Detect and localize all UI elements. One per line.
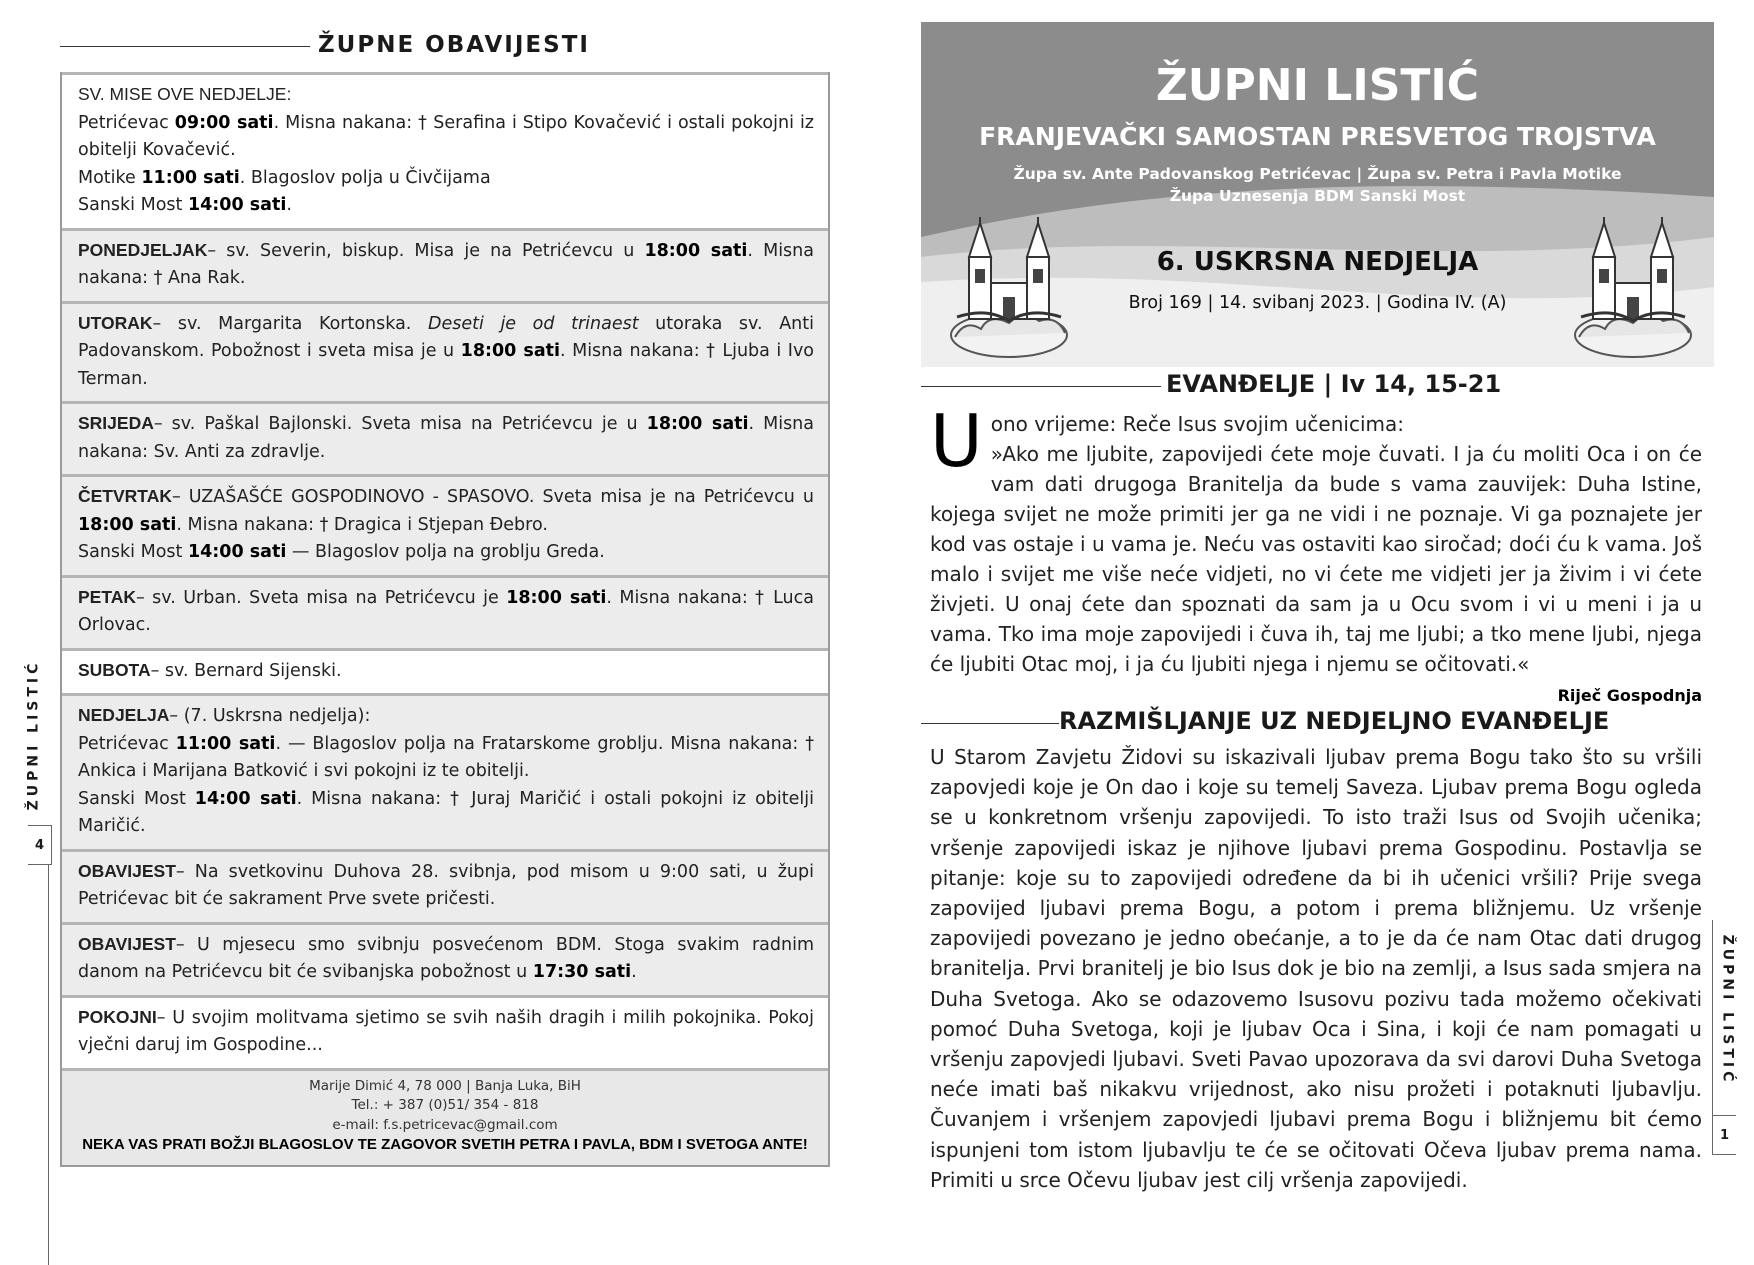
notice-item bbox=[62, 401, 828, 474]
footer-address: Marije Dimić 4, 78 000 | Banja Luka, BiH bbox=[309, 1077, 581, 1094]
page-number: 4 bbox=[28, 825, 52, 865]
notices-heading bbox=[60, 32, 828, 62]
church-icon-left bbox=[947, 217, 1072, 362]
notice-day: SUBOTA bbox=[78, 659, 151, 680]
notice-time: 11:00 sati bbox=[175, 733, 276, 754]
notice-item bbox=[62, 849, 828, 922]
notice-text: . Misna nakana: † Dragica i Stjepan Đebro. Sanski Most bbox=[78, 514, 548, 562]
side-tab-right bbox=[1712, 920, 1742, 1220]
notices-list bbox=[60, 72, 830, 1167]
notice-text: . — Blagoslov polja na Fratarskome groblju. Misna nakana: † Ankica i Marijana Batković i svi pokojni iz te obitelji. Sanski Most bbox=[78, 733, 814, 809]
reflection-heading bbox=[921, 707, 1701, 741]
notice-text: . bbox=[286, 195, 292, 215]
notice-text: – (7. Uskrsna nedjelja): Petrićevac bbox=[78, 706, 371, 754]
contact-footer bbox=[62, 1068, 828, 1165]
notice-time: 18:00 sati bbox=[78, 514, 177, 535]
notice-item bbox=[62, 474, 828, 575]
reflection-heading-text: RAZMIŠLJANJE UZ NEDJELJNO EVANĐELJE bbox=[1059, 707, 1610, 735]
notice-text: – sv. Margarita Kortonska. bbox=[152, 313, 428, 334]
notice-text: . Misna nakana: Sv. Anti za zdravlje. bbox=[78, 414, 814, 462]
notice-text: – Na svetkovinu Duhova 28. svibnja, pod misom u 9:00 sati, u župi Petrićevac bit će sakrament Prve svete pričesti. bbox=[78, 861, 814, 909]
side-tab-left bbox=[18, 650, 48, 1250]
footer-phone: Tel.: + 387 (0)51/ 354 - 818 bbox=[351, 1097, 539, 1113]
parishes-line-2: Župa Uznesenja BDM Sanski Most bbox=[1169, 187, 1466, 205]
notice-text: . Misna nakana: † Serafina i Stipo Kovačević i ostali pokojni iz obitelji Kovačević. Motike bbox=[78, 112, 814, 188]
masthead-parishes bbox=[921, 163, 1714, 207]
notice-text: utoraka sv. Anti Padovanskom. Pobožnost i sveta misa je u bbox=[78, 313, 814, 361]
notice-item bbox=[62, 648, 828, 694]
notices-title: ŽUPNE OBAVIJESTI bbox=[318, 32, 590, 58]
notice-time: 14:00 sati bbox=[187, 195, 287, 215]
notice-time: 18:00 sati bbox=[646, 414, 749, 434]
notice-day: OBAVIJEST bbox=[78, 933, 176, 954]
notice-time: 18:00 sati bbox=[506, 587, 607, 608]
notice-text: – sv. Severin, biskup. Misa je na Petrićevcu u bbox=[207, 240, 645, 261]
gospel-closing: Riječ Gospodnja bbox=[1557, 686, 1702, 705]
masthead-subtitle: FRANJEVAČKI SAMOSTAN PRESVETOG TROJSTVA bbox=[979, 122, 1656, 151]
footer-blessing: NEKA VAS PRATI BOŽJI BLAGOSLOV TE ZAGOVOR SVETIH PETRA I PAVLA, BDM I SVETOGA ANTE! bbox=[82, 1136, 808, 1153]
parishes-line-1: Župa sv. Ante Padovanskog Petrićevac | Župa sv. Petra i Pavla Motike bbox=[1013, 165, 1622, 183]
side-label: ŽUPNI LISTIĆ bbox=[1719, 934, 1736, 1086]
sunday-title: 6. USKRSNA NEDJELJA bbox=[1156, 247, 1479, 277]
notice-item bbox=[62, 693, 828, 849]
notice-item bbox=[62, 301, 828, 402]
page-number: 1 bbox=[1712, 1115, 1736, 1155]
notice-item bbox=[62, 922, 828, 995]
notice-text: – sv. Bernard Sijenski. bbox=[150, 660, 342, 681]
notice-text: . Misna nakana: † Juraj Maričić i ostali pokojni iz obitelji Maričić. bbox=[78, 788, 814, 836]
notice-text: . Misna nakana: † Ljuba i Ivo Terman. bbox=[78, 341, 815, 389]
notice-text: . Misna nakana: † Luca Orlovac. bbox=[78, 587, 814, 635]
gospel-heading-text: EVANĐELJE | Iv 14, 15-21 bbox=[1166, 370, 1502, 398]
notice-item bbox=[62, 72, 828, 228]
notice-text: – sv. Urban. Sveta misa na Petrićevcu je bbox=[136, 587, 507, 608]
notice-time: 11:00 sati bbox=[141, 167, 240, 188]
notice-item bbox=[62, 228, 828, 301]
notice-time: 18:00 sati bbox=[644, 240, 748, 261]
notice-day: UTORAK bbox=[78, 312, 153, 333]
notice-text: – UZAŠAŠĆE GOSPODINOVO - SPASOVO. Sveta misa je na Petrićevcu u bbox=[171, 487, 814, 507]
notice-day: POKOJNI bbox=[78, 1006, 157, 1027]
gospel-heading bbox=[921, 370, 1701, 404]
notice-text: — Blagoslov polja na groblju Greda. bbox=[286, 542, 605, 562]
notice-time: 14:00 sati bbox=[187, 542, 287, 562]
footer-email: e-mail: f.s.petricevac@gmail.com bbox=[332, 1116, 558, 1133]
notice-item bbox=[62, 995, 828, 1068]
heading-rule bbox=[60, 46, 310, 47]
notice-text: . Blagoslov polja u Čivčijama Sanski Most bbox=[78, 167, 491, 215]
notice-text: Petrićevac bbox=[78, 112, 169, 133]
gospel-text: ono vrijeme: Reče Isus svojim učenicima: »Ako me ljubite, zapovijedi ćete moje čuvati. I ja ću moliti Oca i on će vam dati drugoga Branitelja da bude s vama zauvijek: Duha Istine, kojega svijet ne može primiti jer ga ne vidi i ne poznaje. Vi ga poznajete jer kod vas ostaje i u vama je. Neću vas ostaviti kao siročad; doći ću k vama. Još malo i svijet me više neće vidjeti, no vi ćete me vidjeti jer ja živim i vi ćete živjeti. U onaj ćete dan spoznati da sam ja u Ocu svom i vi u meni i ja u vama. Tko ima moje zapovijedi i čuva ih, taj me ljubi; a tko mene ljubi, njega će ljubiti Otac moj, i ja ću ljubiti njega i njemu se očitovati.« bbox=[930, 412, 1702, 676]
gospel-body bbox=[930, 399, 1702, 711]
notice-day: PONEDJELJAK bbox=[78, 239, 208, 260]
issue-info: Broj 169 | 14. svibanj 2023. | Godina IV. (A) bbox=[1128, 293, 1507, 313]
notice-day: OBAVIJEST bbox=[78, 860, 176, 881]
notice-time: 09:00 sati bbox=[174, 112, 274, 133]
notice-text: Deseti je od trinaest bbox=[427, 313, 639, 334]
notice-text: – sv. Paškal Bajlonski. Sveta misa na Petrićevcu je u bbox=[153, 414, 647, 434]
notice-day: NEDJELJA bbox=[78, 705, 170, 725]
notice-day: PETAK bbox=[78, 586, 137, 607]
notice-text: – U svojim molitvama sjetimo se svih naših dragih i milih pokojnika. Pokoj vječni daruj im Gospodine... bbox=[78, 1007, 814, 1055]
masthead-title: ŽUPNI LISTIĆ bbox=[1155, 60, 1480, 111]
notice-time: 17:30 sati bbox=[532, 962, 632, 982]
notice-day: ČETVRTAK bbox=[78, 486, 172, 506]
notice-text: . Misna nakana: † Ana Rak. bbox=[78, 240, 814, 288]
gospel-dropcap: U bbox=[930, 399, 983, 483]
reflection-body: U Starom Zavjetu Židovi su iskazivali ljubav prema Bogu tako što su vršili zapovjedi koje je On dao i koje su temelj Saveza. Ljubav prema Bogu ogleda se u konkretnom vršenju zapovijedi. To isto traži Isus od Svojih učenika; vršenje zapovijedi iskaz je njihove ljubavi prema Gospodinu. Postavlja se pitanje: koje su to zapovijedi određene da bi ih učenici vršili? Prije svega zapovijed ljubavi prema Bogu, a potom i prema bližnjemu. Uz vršenje zapovijedi povezano je jedno obećanje, a to je da će nam Otac dati drugog branitelja. Prvi branitelj je bio Isus dok je bio na zemlji, a Isus sada smjera na Duha Svetoga. Ako se odazovemo Isusovu pozivu tada možemo očekivati pomoć Duha Svetoga, koji je ljubav Oca i Sina, i koji će nam pomagati u vršenju zapovjedi ljubavi. Sveti Pavao upozorava da svi darovi Duha Svetoga neće imati baš nikakvu vrijednost, ako nisu prožeti i potaknuti ljubavlju. Čuvanjem i vršenjem zapovjedi ljubavi prema Bogu i bližnjemu bit ćemo ispunjeni tom istom ljubavlju te će se očitovati Očeva ljubav prema nama. Primiti u srce Očevu ljubav jest cilj vršenja zapovijedi. bbox=[930, 745, 1702, 1192]
notice-time: 14:00 sati bbox=[194, 788, 297, 809]
notice-day: SV. MISE OVE NEDJELJE: bbox=[78, 84, 292, 104]
notice-text: – U mjesecu smo svibnju posvećenom BDM. Stoga svakim radnim danom na Petrićevcu bit će svibanjska pobožnost u bbox=[78, 934, 814, 982]
notice-text: . bbox=[631, 962, 637, 982]
notice-time: 18:00 sati bbox=[460, 341, 561, 361]
church-icon-right bbox=[1571, 217, 1696, 362]
notice-item bbox=[62, 575, 828, 648]
side-label: ŽUPNI LISTIĆ bbox=[25, 659, 42, 811]
masthead-banner bbox=[921, 22, 1714, 367]
notice-day: SRIJEDA bbox=[78, 413, 154, 433]
